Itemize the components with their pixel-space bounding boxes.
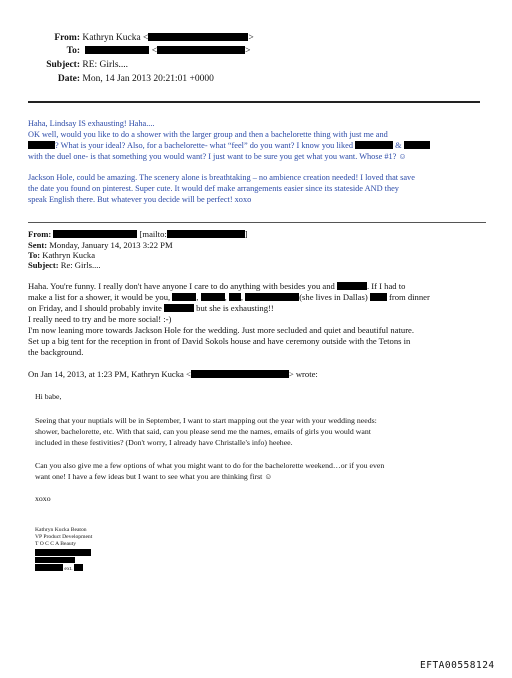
reply1-line: the date you found on pinterest. Super cute. It would def make arrangements easier since its stateside AND they [28,184,399,193]
document-id: EFTA00558124 [420,660,495,671]
redaction-block [370,293,387,301]
reply1-line: Haha, Lindsay IS exhausting! Haha.... [28,119,155,128]
to-label: To: [66,46,80,56]
signature-company: T O C C A Beauty [35,541,77,547]
reply1-line: ? What is your ideal? Also, for a bachelorette- what “feel” do you want? I know you liked & [28,140,430,151]
redaction-block [35,557,75,563]
subject-value: RE: Girls.... [82,60,129,70]
redaction-block [337,282,367,290]
date-label: Date: [57,74,80,84]
redaction-block [85,46,149,54]
header-to-row: To: < > [28,46,250,57]
redaction-block [404,141,430,149]
original-line: included in these festivities? (Don't worry, I already have Christalle's info) heehee. [35,438,293,447]
header-subject-row [28,60,128,71]
original-line: want one! I have a few ideas but I want to see what you are thinking first ☺ [35,472,273,481]
reply1-line: with the duel one- is that something you would want? I just want to be sure you get what you want. Whose #1? ☺ [28,152,407,161]
redaction-block [53,230,137,238]
redaction-block [245,293,299,301]
signature-phone-row: ext. [35,564,83,573]
redaction-block [229,293,241,301]
redaction-block [172,293,196,301]
reply1-line: speak English there. But whatever you decide will be perfect! xoxo [28,195,252,204]
reply2-line: Set up a big tent for the reception in front of David Sokols house and have ceremony outside with the Tetons in [28,336,411,346]
signature-name: Kathryn Kucka Beaton [35,527,87,533]
redaction-block [28,141,55,149]
greeting: Hi babe, [35,392,62,401]
from-label: From: [54,33,80,43]
redaction-block [167,230,245,238]
original-line: shower, bachelorette, etc. With that said, can you please send me the names, emails of girls you would want [35,427,371,436]
redaction-block [157,46,245,54]
quote-divider [28,222,486,223]
redaction-block [201,293,225,301]
reply1-line: Jackson Hole, could be amazing. The scenery alone is breathtaking – no ambience creation needed! I loved that save [28,173,415,182]
quoted-from-row: From: [mailto: ] [28,229,248,239]
reply2-line: the background. [28,347,84,357]
date-value: Mon, 14 Jan 2013 20:21:01 +0000 [82,74,214,84]
redaction-block [191,370,289,378]
reply2-line: Haha. You're funny. I really don't have anyone I care to do anything with besides you and . If I had to [28,281,406,291]
redaction-block [35,564,63,571]
original-line: Seeing that your nuptials will be in September, I want to start mapping out the year with your wedding needs: [35,416,377,425]
reply2-line: on Friday, and I should probably invite but she is exhausting!! [28,303,274,313]
quoted-subject-row: Subject: Re: Girls.... [28,260,101,270]
signature-title: VP Product Development [35,534,93,540]
redaction-block [355,141,393,149]
redaction-block [35,549,91,556]
redaction-block [164,304,194,312]
original-line: Can you also give me a few options of what you might want to do for the bachelorette weekend…or if you even [35,461,385,470]
from-name: Kathryn Kucka < [82,33,149,43]
quoted-sent-row: Sent: Monday, January 14, 2013 3:22 PM [28,240,173,250]
redaction-block [148,33,248,41]
quoted-from-label: From: [28,229,52,239]
header-date-row [28,74,214,85]
header-divider [28,101,480,103]
reply2-line: I really need to try and be more social! :-) [28,314,172,324]
wrote-line: On Jan 14, 2013, at 1:23 PM, Kathryn Kucka < > wrote: [28,369,318,379]
reply2-line: I'm now leaning more towards Jackson Hole for the wedding. Just more secluded and quiet and beautiful nature. [28,325,415,335]
header-from-row: From: Kathryn Kucka < > [28,33,254,44]
reply2-line: make a list for a shower, it would be you, , , , (she lives in Dallas) from dinner [28,292,430,302]
subject-label: Subject: [46,60,80,70]
redaction-block [74,564,83,571]
signoff: xoxo [35,494,51,503]
quoted-to-row: To: Kathryn Kucka [28,250,96,260]
reply1-line: OK well, would you like to do a shower with the larger group and then a bachelorette thing with just me and [28,130,388,139]
